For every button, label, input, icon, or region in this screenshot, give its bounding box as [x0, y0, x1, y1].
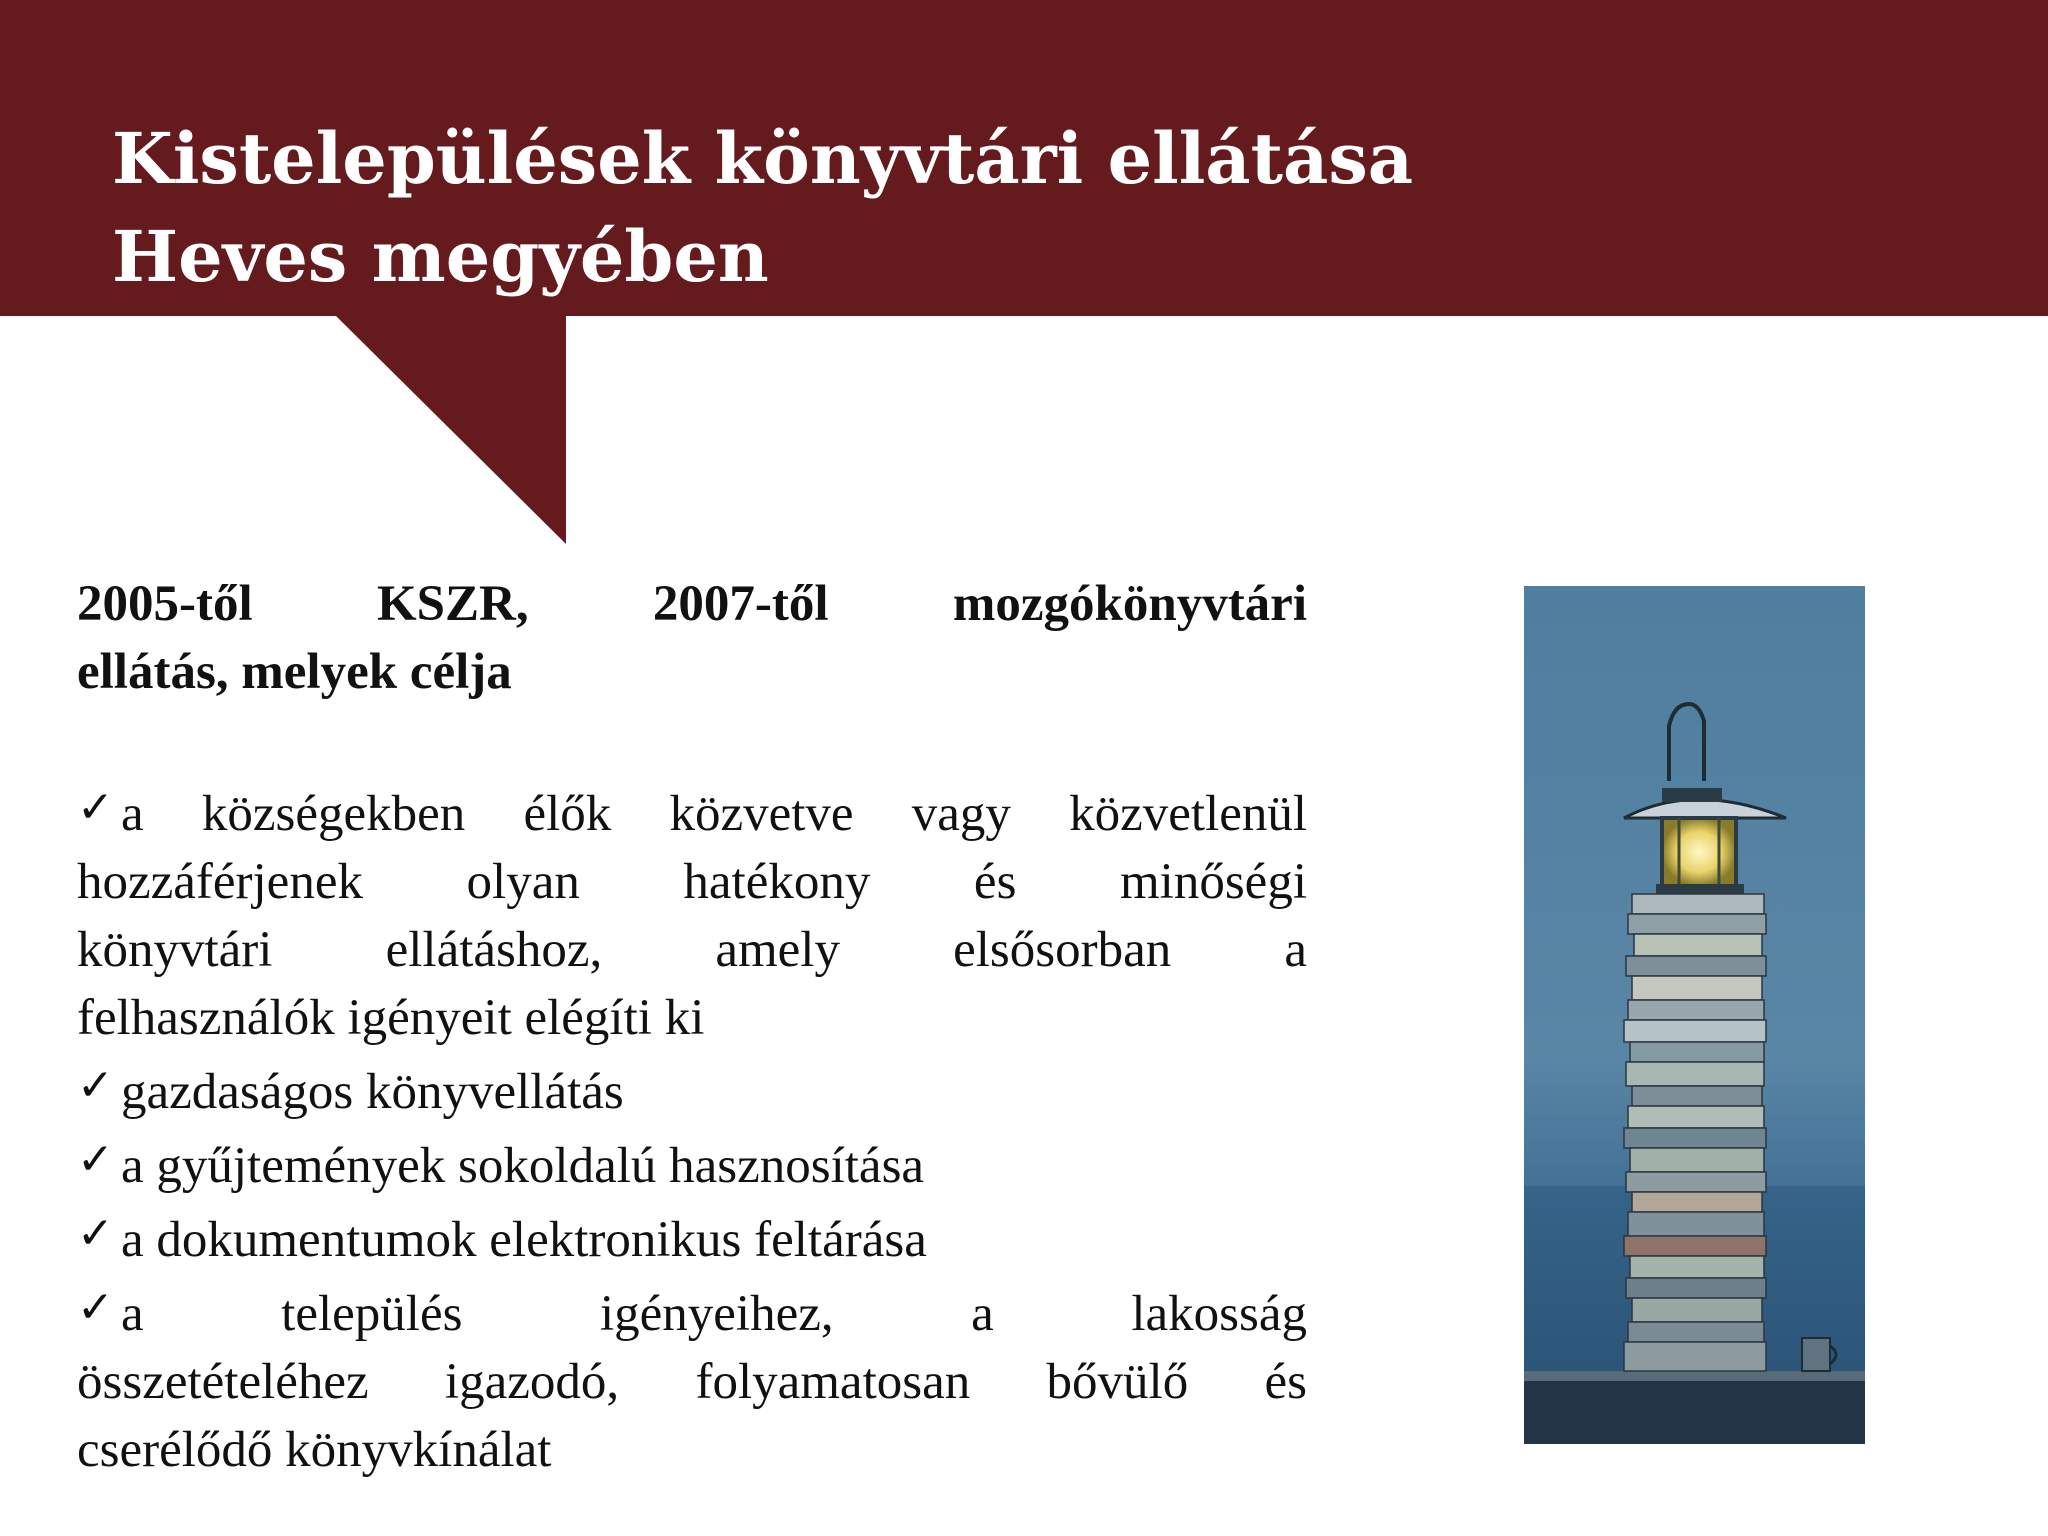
check-icon: ✓	[77, 1060, 114, 1111]
list-item-line: cserélődő könyvkínálat	[77, 1422, 552, 1478]
list-item-line: összetételéhez igazodó, folyamatosan bővülő és	[77, 1354, 1307, 1410]
book-lighthouse-image	[1524, 586, 1865, 1444]
list-item-line: könyvtári ellátáshoz, amely elsősorban a	[77, 922, 1307, 978]
intro-line-1: 2005-től KSZR, 2007-től mozgókönyvtári	[77, 576, 1307, 632]
slide-title	[112, 110, 1413, 306]
list-item-line	[77, 1052, 1307, 1126]
list-item	[77, 1274, 1307, 1484]
intro-paragraph	[77, 570, 1307, 706]
list-item-line	[77, 1200, 1307, 1274]
check-icon: ✓	[77, 1134, 114, 1185]
list-item-line: felhasználók igényeit elégíti ki	[77, 990, 705, 1046]
list-item	[77, 774, 1307, 1052]
list-item-text: gazdaságos könyvellátás	[121, 1064, 624, 1120]
list-item-text: a település igényeihez, a lakosság	[121, 1286, 1307, 1342]
content-text	[77, 570, 1307, 1484]
list-item-line: hozzáférjenek olyan hatékony és minőségi	[77, 854, 1307, 910]
list-item-text: a gyűjtemények sokoldalú hasznosítása	[121, 1138, 925, 1194]
list-item	[77, 1126, 1307, 1200]
check-icon: ✓	[77, 782, 114, 833]
list-item-text: a községekben élők közvetve vagy közvetlenül	[121, 786, 1307, 842]
list-item	[77, 1200, 1307, 1274]
list-item-line	[77, 1274, 1307, 1348]
list-item	[77, 1052, 1307, 1126]
slide-title-line-1: Kistelepülések könyvtári ellátása	[112, 117, 1414, 200]
list-item-text: a dokumentumok elektronikus feltárása	[121, 1212, 927, 1268]
intro-line-2: ellátás, melyek célja	[77, 644, 512, 700]
slide-title-line-2: Heves megyében	[112, 215, 769, 298]
list-item-line	[77, 774, 1307, 848]
list-item-line	[77, 1126, 1307, 1200]
check-icon: ✓	[77, 1208, 114, 1259]
check-icon: ✓	[77, 1282, 114, 1333]
goals-list	[77, 774, 1307, 1484]
